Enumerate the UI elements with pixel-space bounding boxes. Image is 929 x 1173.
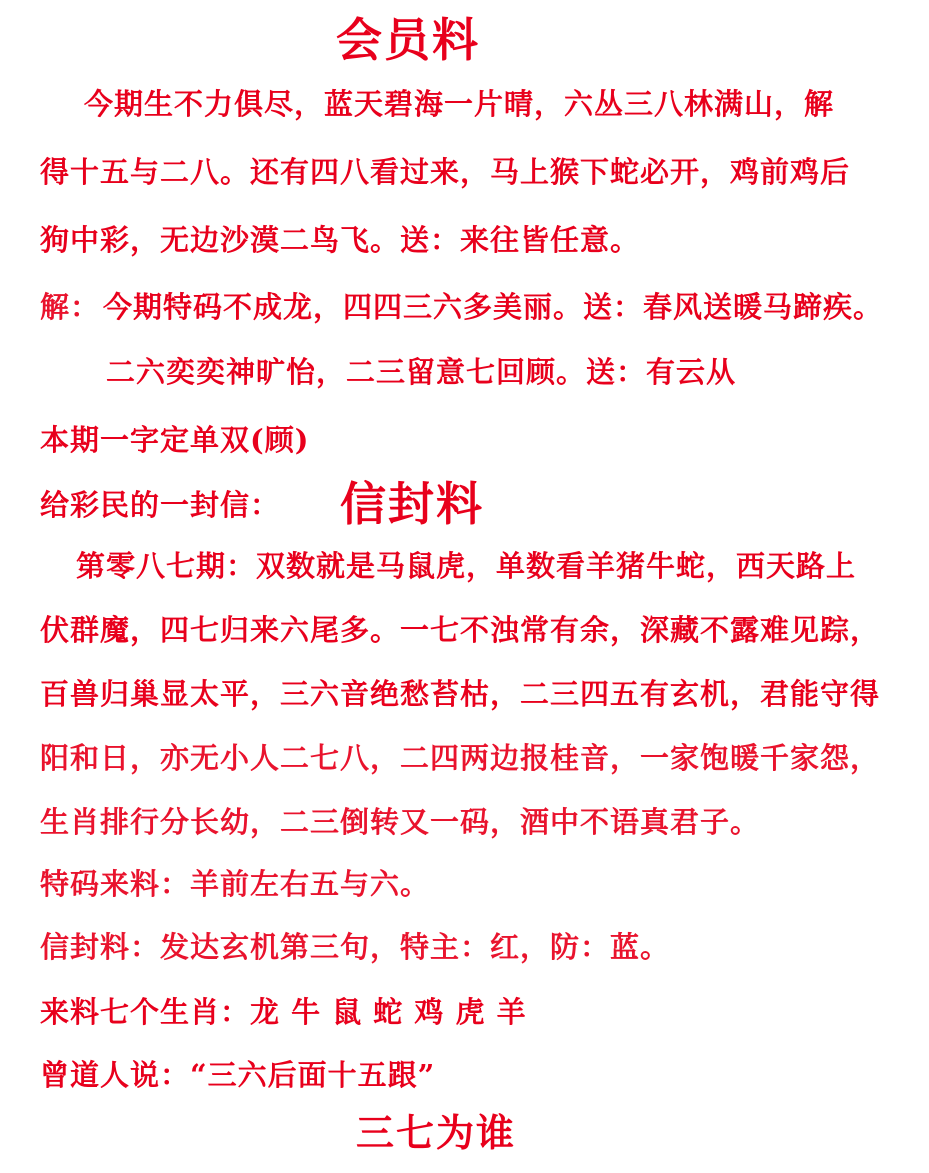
member-line-3: 狗中彩，无边沙漠二鸟飞。送：来往皆任意。 [40, 223, 641, 257]
member-line-2: 得十五与二八。还有四八看过来，马上猴下蛇必开，鸡前鸡后 [40, 155, 851, 189]
envelope-line-1: 第零八七期：双数就是马鼠虎，单数看羊猪牛蛇，西天路上 [76, 549, 857, 583]
envelope-line-3: 百兽归巢显太平，三六音绝愁苔枯，二三四五有玄机，君能守得 [40, 677, 881, 711]
member-line-5: 二六奕奕神旷怡，二三留意七回顾。送：有云从 [106, 355, 737, 389]
envelope-info-line: 信封料：发达玄机第三句，特主：红，防：蓝。 [40, 930, 671, 964]
envelope-title: 信封料 [340, 477, 484, 531]
envelope-line-4: 阳和日，亦无小人二七八，二四两边报桂音，一家饱暖千家怨， [40, 741, 881, 775]
envelope-line-2: 伏群魔，四七归来六尾多。一七不浊常有余，深藏不露难见踪， [40, 613, 881, 647]
member-line-4: 今期特码不成龙，四四三六多美丽。送：春风送暖马蹄疾。 [103, 290, 884, 324]
envelope-line-5: 生肖排行分长幼，二三倒转又一码，酒中不语真君子。 [40, 805, 761, 839]
member-line-1: 今期生不力俱尽，蓝天碧海一片晴，六丛三八林满山，解 [84, 87, 835, 121]
member-line-6: 本期一字定单双(顾) [40, 423, 310, 457]
seven-zodiacs-line: 来料七个生肖：龙 牛 鼠 蛇 鸡 虎 羊 [40, 995, 527, 1029]
footer-title: 三七为谁 [356, 1110, 517, 1155]
special-code-line: 特码来料：羊前左右五与六。 [40, 867, 431, 901]
member-title: 会员料 [336, 13, 480, 67]
zeng-says-line: 曾道人说：“三六后面十五跟” [40, 1058, 436, 1092]
member-line-4-prefix: 解： [40, 290, 101, 324]
letter-label: 给彩民的一封信： [40, 488, 281, 522]
